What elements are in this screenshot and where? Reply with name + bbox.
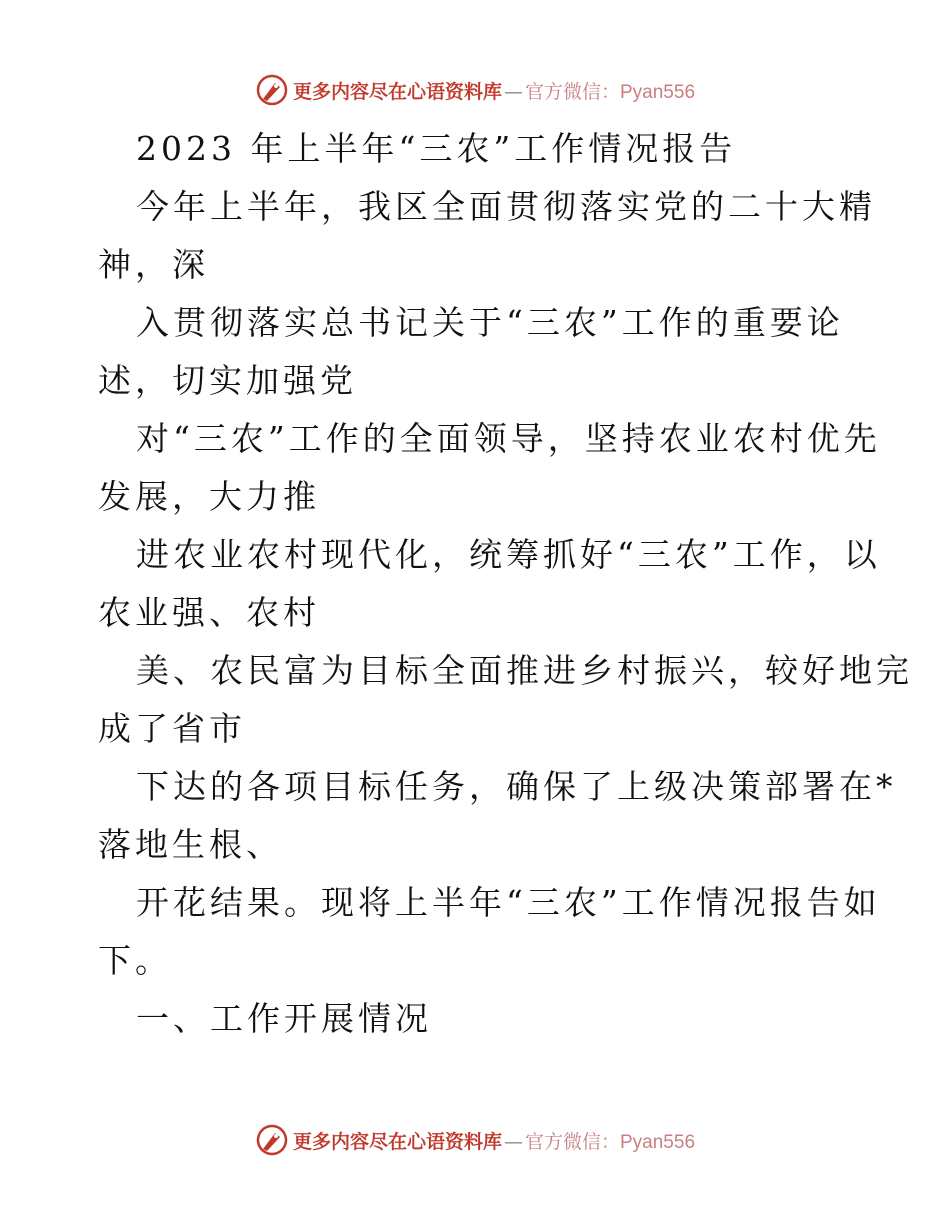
- watermark-sub-text: 官方微信：: [524, 1130, 620, 1153]
- paragraph-line: 入贯彻落实总书记关于“三农”工作的重要论: [136, 303, 844, 342]
- watermark-banner-top: [0, 70, 950, 110]
- paragraph-line: 对“三农”工作的全面领导，坚持农业农村优先: [136, 419, 881, 458]
- document-title: 2023 年上半年“三农”工作情况报告: [136, 129, 737, 168]
- watermark-banner-bottom: [0, 1120, 950, 1160]
- watermark-dash: —: [503, 1130, 523, 1153]
- paragraph-line: 今年上半年，我区全面贯彻落实党的二十大精: [136, 187, 876, 226]
- pen-nib-seal-icon: [255, 1123, 289, 1157]
- watermark-sub-text: 官方微信：: [524, 80, 620, 103]
- watermark-main-text: 更多内容尽在心语资料库: [292, 80, 502, 103]
- paragraph-line: 成了省市: [98, 709, 246, 748]
- paragraph-line: 进农业农村现代化，统筹抓好“三农”工作，以: [136, 535, 881, 574]
- paragraph-line: 发展，大力推: [98, 477, 320, 516]
- pen-nib-seal-icon: [255, 73, 289, 107]
- paragraph-line: 下。: [98, 941, 172, 980]
- watermark-wechat-id: Pyan556: [620, 1131, 696, 1153]
- paragraph-line: 落地生根、: [98, 825, 283, 864]
- paragraph-line: 农业强、农村: [98, 593, 320, 632]
- paragraph-line: 美、农民富为目标全面推进乡村振兴，较好地完: [136, 651, 913, 690]
- watermark-wechat-id: Pyan556: [620, 81, 696, 103]
- paragraph-line: 神，深: [98, 245, 209, 284]
- paragraph-line: 开花结果。现将上半年“三农”工作情况报告如: [136, 883, 881, 922]
- watermark-main-text: 更多内容尽在心语资料库: [292, 1130, 502, 1153]
- watermark-dash: —: [503, 80, 523, 103]
- paragraph-line: 下达的各项目标任务，确保了上级决策部署在*: [136, 767, 897, 806]
- paragraph-line: 述，切实加强党: [98, 361, 357, 400]
- document-body: [98, 120, 913, 1048]
- section-heading: 一、工作开展情况: [136, 999, 432, 1038]
